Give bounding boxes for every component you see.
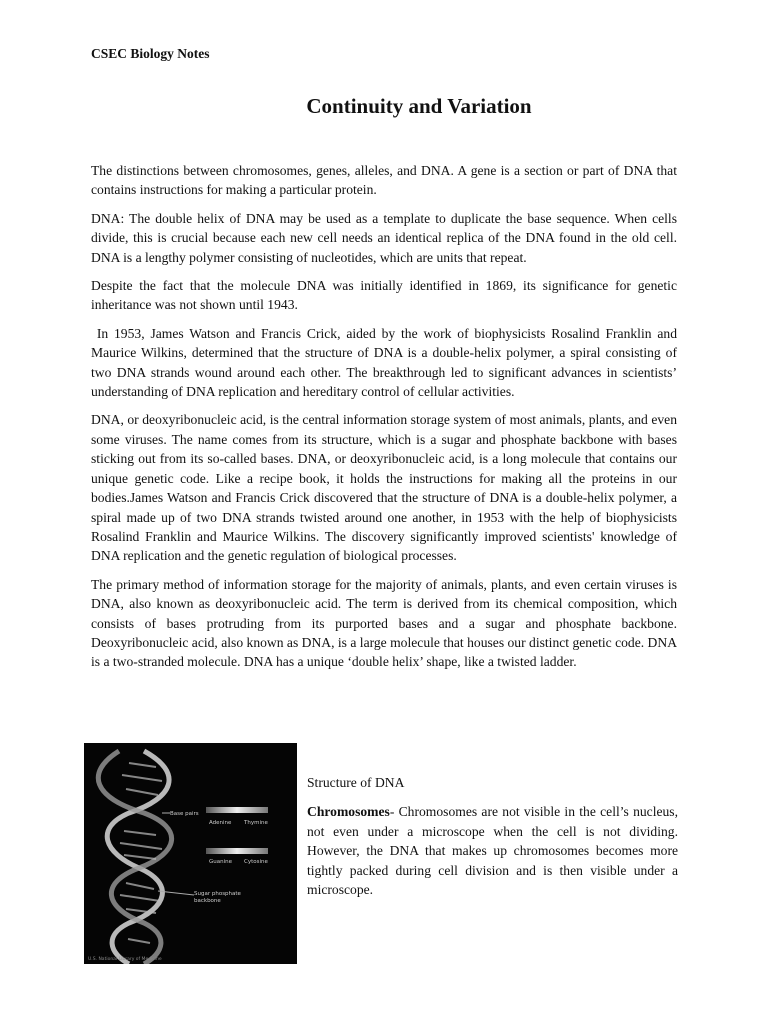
page-title: Continuity and Variation	[306, 94, 532, 118]
label-guanine: Guanine	[209, 859, 233, 865]
document-header: CSEC Biology Notes	[91, 46, 210, 61]
dna-structure-section	[307, 773, 678, 899]
paragraph-5: DNA, or deoxyribonucleic acid, is the central information storage system of most animals, plants, and even some viruses. The name comes from its structure, which is a sugar and phosphate backbone with bases sticking out from its so-called bases. DNA, or deoxyribonucleic acid, is a long molecule that contains our unique genetic code. Like a recipe book, it holds the instructions for making all the proteins in our bodies.James Watson and Francis Crick discovered that the structure of DNA is a double-helix polymer, a spiral made up of two DNA strands twisted around one another, in 1953 with the help of biophysicists Rosalind Franklin and Maurice Wilkins. The discovery significantly improved scientists' knowledge of DNA replication and the genetic regulation of biological processes.	[91, 412, 677, 564]
figure-row	[84, 743, 684, 965]
paragraph-2: DNA: The double helix of DNA may be used as a template to duplicate the base sequence. When cells divide, this is crucial because each new cell needs an identical replica of the DNA found in the old cell. DNA is a lengthy polymer consisting of nucleotides, which are units that repeat.	[91, 210, 677, 265]
dna-double-helix-image	[84, 743, 297, 964]
label-base-pairs: Base pairs	[170, 811, 199, 817]
chromosomes-term: Chromosomes	[307, 804, 390, 820]
image-credit: U.S. National Library of Medicine	[88, 957, 162, 962]
label-cytosine: Cytosine	[244, 859, 268, 865]
paragraph-4: In 1953, James Watson and Francis Crick, aided by the work of biophysicists Rosalind Franklin and Maurice Wilkins, determined that the structure of DNA is a double-helix polymer, a spiral consisting of two DNA strands wound around each other. The breakthrough led to significant advances in scientists’ understanding of DNA replication and hereditary control of cellular activities.	[91, 325, 681, 400]
paragraph-3: Despite the fact that the molecule DNA was initially identified in 1869, its significance for genetic inheritance was not shown until 1943.	[91, 278, 677, 313]
paragraph-1: The distinctions between chromosomes, genes, alleles, and DNA. A gene is a section or part of DNA that contains instructions for making a particular protein.	[91, 163, 677, 198]
label-backbone-2: backbone	[194, 898, 221, 904]
label-thymine: Thymine	[244, 820, 268, 826]
label-backbone-1: Sugar phosphate	[194, 891, 241, 897]
body-text	[91, 161, 681, 681]
chromosomes-paragraph	[307, 802, 678, 899]
section-heading: Structure of DNA	[307, 775, 405, 790]
paragraph-6: The primary method of information storage for the majority of animals, plants, and even certain viruses is DNA, also known as deoxyribonucleic acid. The term is derived from its chemical composition, which consists of bases protruding from its purported bases and a sugar and phosphate backbone. Deoxyribonucleic acid, also known as DNA, is a large molecule that houses our distinct genetic code. DNA is a two-stranded molecule. DNA has a unique ‘double helix’ shape, like a twisted ladder.	[91, 576, 678, 670]
chromosomes-text: - Chromosomes are not visible in the cell’s nucleus, not even under a microscope when the cell is not dividing. However, the DNA that makes up chromosomes becomes more tightly packed during cell division and is then visible under a microscope.	[307, 804, 678, 898]
label-adenine: Adenine	[209, 820, 232, 826]
